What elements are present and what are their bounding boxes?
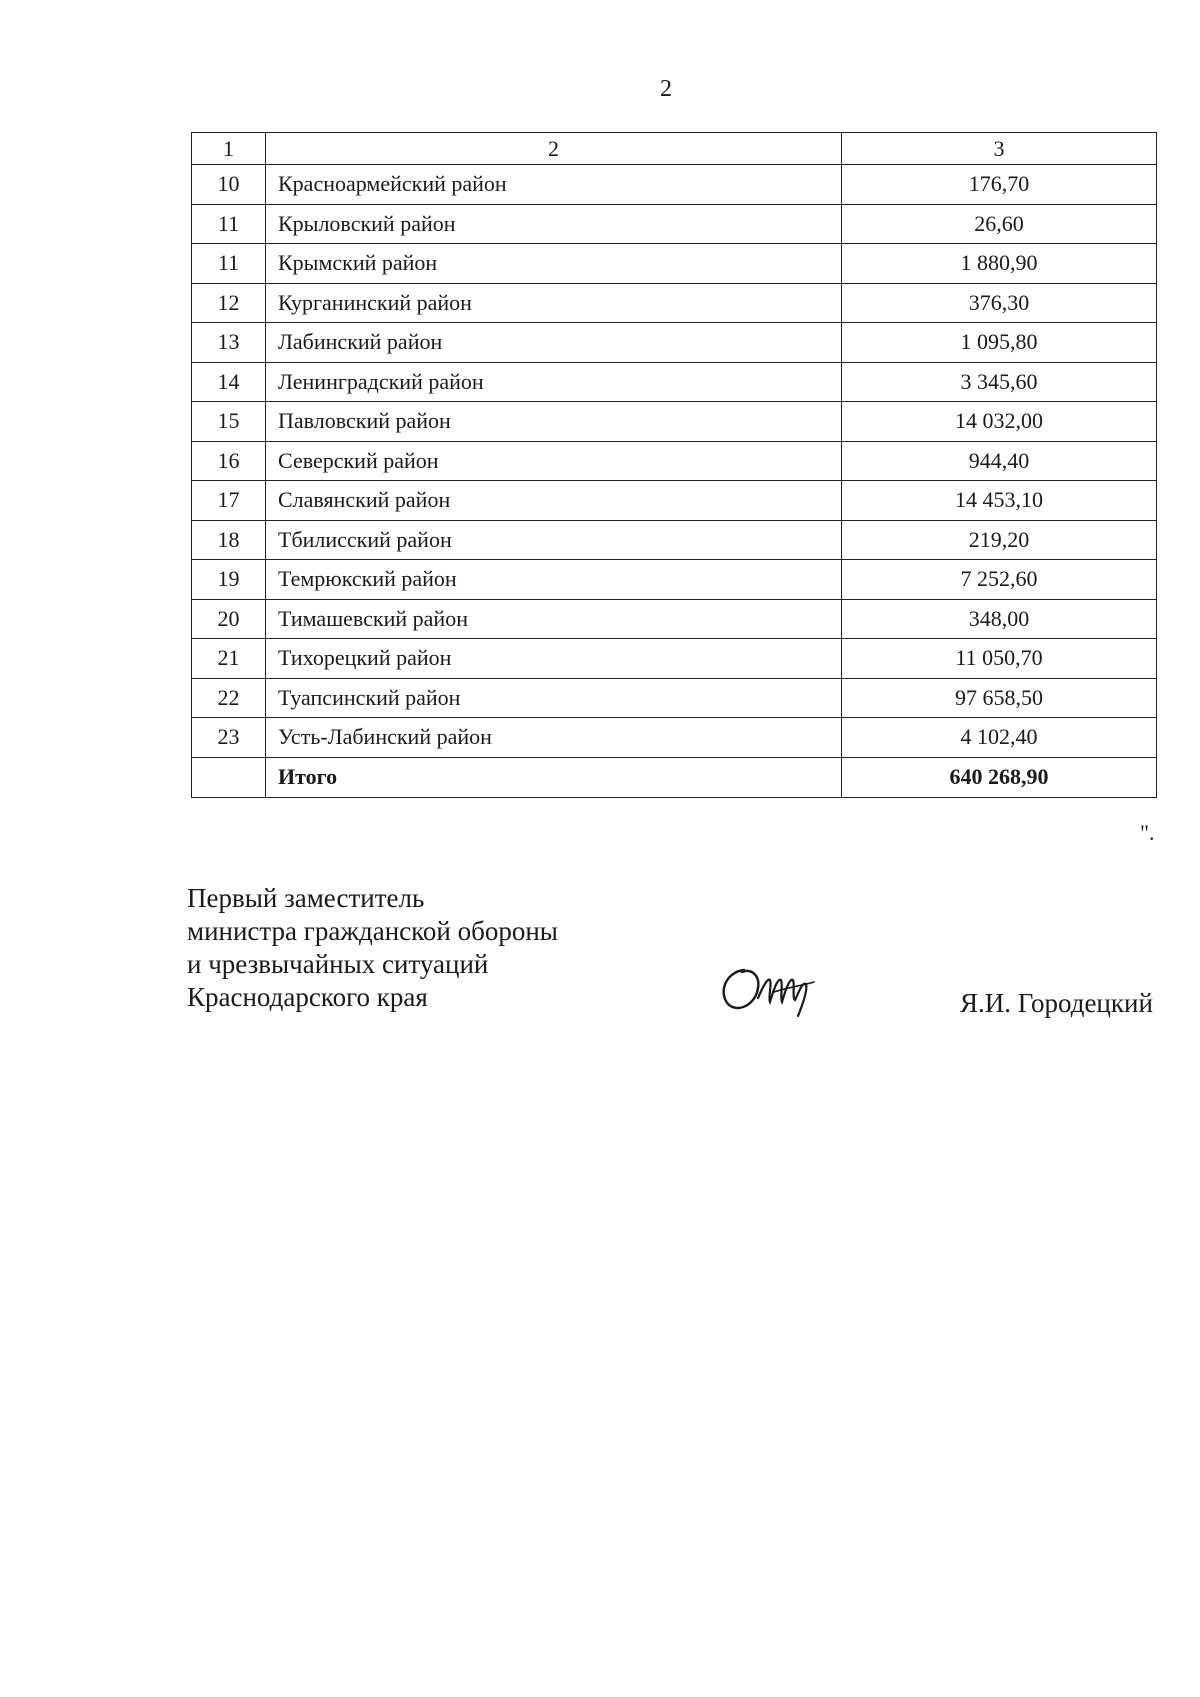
amount: 14 453,10 (842, 481, 1157, 521)
table-row (192, 283, 1157, 323)
district-name: Тбилисский район (266, 520, 842, 560)
table-row (192, 520, 1157, 560)
table-row (192, 362, 1157, 402)
amount: 376,30 (842, 283, 1157, 323)
total-number-cell (192, 757, 266, 797)
amount: 11 050,70 (842, 639, 1157, 679)
header-cell: 3 (842, 133, 1157, 165)
row-number: 20 (192, 599, 266, 639)
signer-name: Я.И. Городецкий (960, 988, 1153, 1018)
signer-title (187, 882, 558, 1014)
table-row (192, 678, 1157, 718)
row-number: 17 (192, 481, 266, 521)
district-name: Павловский район (266, 402, 842, 442)
row-number: 12 (192, 283, 266, 323)
table-row (192, 441, 1157, 481)
row-number: 18 (192, 520, 266, 560)
row-number: 15 (192, 402, 266, 442)
district-name: Лабинский район (266, 323, 842, 363)
district-name: Крымский район (266, 244, 842, 284)
district-name: Усть-Лабинский район (266, 718, 842, 758)
header-cell: 1 (192, 133, 266, 165)
closing-quote: ". (1140, 820, 1155, 845)
signer-title-line: и чрезвычайных ситуаций (187, 949, 489, 979)
district-name: Тимашевский район (266, 599, 842, 639)
district-name: Ленинградский район (266, 362, 842, 402)
table-row (192, 204, 1157, 244)
row-number: 10 (192, 165, 266, 205)
amount: 1 095,80 (842, 323, 1157, 363)
district-name: Туапсинский район (266, 678, 842, 718)
amount: 1 880,90 (842, 244, 1157, 284)
signer-title-line: Краснодарского края (187, 982, 428, 1012)
district-name: Славянский район (266, 481, 842, 521)
amount: 14 032,00 (842, 402, 1157, 442)
signer-title-line: министра гражданской обороны (187, 916, 558, 946)
district-name: Красноармейский район (266, 165, 842, 205)
row-number: 14 (192, 362, 266, 402)
table-row (192, 599, 1157, 639)
district-name: Темрюкский район (266, 560, 842, 600)
district-name: Курганинский район (266, 283, 842, 323)
row-number: 16 (192, 441, 266, 481)
row-number: 19 (192, 560, 266, 600)
amount: 944,40 (842, 441, 1157, 481)
amount: 4 102,40 (842, 718, 1157, 758)
amount: 176,70 (842, 165, 1157, 205)
total-amount: 640 268,90 (842, 757, 1157, 797)
amount: 26,60 (842, 204, 1157, 244)
amount: 3 345,60 (842, 362, 1157, 402)
table-row (192, 244, 1157, 284)
district-name: Крыловский район (266, 204, 842, 244)
amount: 97 658,50 (842, 678, 1157, 718)
table-total-row (192, 757, 1157, 797)
district-name: Тихорецкий район (266, 639, 842, 679)
amount: 219,20 (842, 520, 1157, 560)
page-number: 2 (660, 76, 672, 102)
table-row (192, 481, 1157, 521)
amount: 348,00 (842, 599, 1157, 639)
signer-title-line: Первый заместитель (187, 883, 425, 913)
row-number: 23 (192, 718, 266, 758)
table-row (192, 402, 1157, 442)
row-number: 11 (192, 204, 266, 244)
header-cell: 2 (266, 133, 842, 165)
table-row (192, 165, 1157, 205)
table-row (192, 323, 1157, 363)
handwritten-signature (714, 958, 824, 1020)
row-number: 13 (192, 323, 266, 363)
district-name: Северский район (266, 441, 842, 481)
row-number: 11 (192, 244, 266, 284)
table-row (192, 718, 1157, 758)
table-header-row (192, 133, 1157, 165)
table-row (192, 639, 1157, 679)
row-number: 21 (192, 639, 266, 679)
row-number: 22 (192, 678, 266, 718)
table-row (192, 560, 1157, 600)
amount: 7 252,60 (842, 560, 1157, 600)
total-label: Итого (266, 757, 842, 797)
allocation-table (191, 132, 1157, 798)
